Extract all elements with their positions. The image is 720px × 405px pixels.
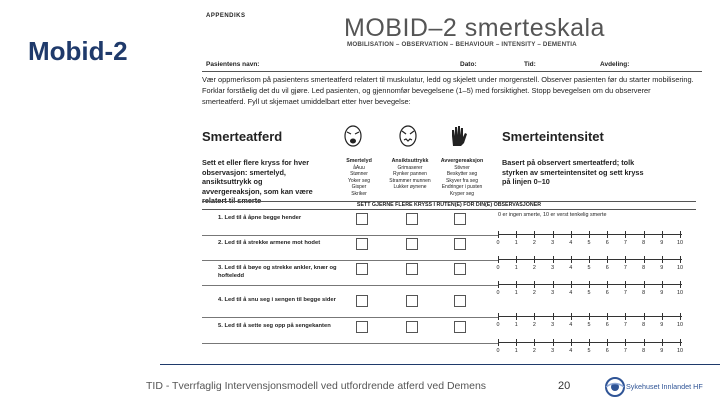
row-divider — [202, 285, 498, 286]
scale-tick — [589, 256, 590, 263]
scale-number: 0 — [496, 322, 500, 328]
pain-behaviour-heading: Smerteatferd — [202, 129, 283, 144]
scale-tick — [571, 231, 572, 238]
scale-number: 1 — [514, 265, 518, 271]
scale-number: 10 — [677, 290, 683, 296]
sound-checkbox[interactable] — [356, 295, 368, 307]
scale-tick — [589, 339, 590, 346]
scale-tick — [680, 339, 681, 346]
scale-number: 9 — [660, 265, 664, 271]
row-divider — [202, 260, 498, 261]
scale-tick — [553, 339, 554, 346]
scale-tick — [625, 256, 626, 263]
scale-tick — [644, 339, 645, 346]
form-title: MOBID–2 smerteskala — [344, 14, 605, 42]
scale-number: 6 — [605, 348, 609, 354]
scale-number: 2 — [532, 265, 536, 271]
logo-icon — [604, 376, 626, 398]
scale-tick — [571, 256, 572, 263]
face-checkbox[interactable] — [406, 295, 418, 307]
scale-tick — [534, 339, 535, 346]
scale-number: 5 — [587, 348, 591, 354]
scale-tick — [589, 313, 590, 320]
form-subtitle: MOBILISATION – OBSERVATION – BEHAVIOUR – INTENSITY – DEMENTIA — [347, 41, 577, 48]
category-item: Skyver fra seg — [446, 177, 478, 184]
scale-number: 7 — [623, 290, 627, 296]
scale-tick — [625, 313, 626, 320]
scale-tick — [498, 231, 499, 238]
sound-checkbox[interactable] — [356, 263, 368, 275]
category-title: Ansiktsuttrykk — [391, 158, 429, 164]
scale-tick — [680, 313, 681, 320]
scale-axis — [498, 259, 682, 260]
observation-label: 1. Led til å åpne begge hender — [218, 215, 302, 221]
row-divider — [202, 317, 498, 318]
scale-number: 10 — [677, 265, 683, 271]
scale-tick — [534, 231, 535, 238]
scale-tick — [662, 231, 663, 238]
patient-info-row — [202, 60, 702, 72]
scale-number: 9 — [660, 348, 664, 354]
scale-tick — [607, 281, 608, 288]
intensity-scale[interactable] — [498, 256, 682, 272]
scale-number: 3 — [551, 240, 555, 246]
scale-tick — [534, 313, 535, 320]
footer-text: TID - Tverrfaglig Intervensjonsmodell ved utfordrende atferd ved Demens — [146, 380, 487, 392]
scale-number: 2 — [532, 322, 536, 328]
footer-divider — [160, 364, 720, 365]
pain-intensity-heading: Smerteintensitet — [502, 129, 604, 144]
scale-number: 1 — [514, 322, 518, 328]
category-item: Endringer i pusten — [441, 184, 483, 191]
scale-tick — [553, 313, 554, 320]
category-item: Stønner — [350, 171, 368, 178]
row-divider — [202, 343, 498, 344]
observation-label: 2. Led til å strekke armene mot hodet — [218, 240, 321, 246]
scale-tick — [644, 231, 645, 238]
scale-tick — [662, 256, 663, 263]
scale-number: 1 — [514, 290, 518, 296]
scale-number: 9 — [660, 290, 664, 296]
time-label: Tid: — [524, 61, 536, 68]
scale-tick — [607, 231, 608, 238]
scale-tick — [534, 281, 535, 288]
defensive-hand-icon — [447, 124, 469, 148]
defence-checkbox[interactable] — [454, 295, 466, 307]
category-item: Skriker — [351, 190, 367, 197]
category-defence — [432, 158, 492, 198]
scale-number: 10 — [677, 240, 683, 246]
scale-number: 0 — [496, 240, 500, 246]
appendix-label: APPENDIKS — [206, 13, 246, 19]
scale-number: 7 — [623, 348, 627, 354]
scale-tick — [644, 281, 645, 288]
row-divider — [202, 235, 498, 236]
scale-axis — [498, 316, 682, 317]
scale-number: 4 — [569, 290, 573, 296]
right-instructions: Basert på observert smerteatferd; tolk styrken av smerteintensitet og sett kryss på linjen 0–10 — [502, 158, 644, 187]
slide-title: Mobid-2 — [28, 36, 128, 66]
scale-number: 6 — [605, 322, 609, 328]
scale-number: 5 — [587, 322, 591, 328]
face-checkbox[interactable] — [406, 213, 418, 225]
scale-tick — [607, 313, 608, 320]
category-item: Rynker pannen — [393, 171, 427, 178]
scale-note: 0 er ingen smerte, 10 er verst tenkelig smerte — [498, 212, 607, 218]
scale-tick — [625, 339, 626, 346]
sound-checkbox[interactable] — [356, 321, 368, 333]
category-item: åAuu — [353, 164, 365, 171]
category-item: Stivner — [454, 164, 470, 171]
observation-label: 5. Led til å sette seg opp på sengekanten — [218, 323, 331, 329]
category-item: Beskytter seg — [446, 171, 478, 178]
scale-number: 1 — [514, 240, 518, 246]
category-item: Gisper — [351, 184, 367, 191]
left-instructions: Sett et eller flere kryss for hver observasjon: smertelyd, ansiktsuttrykk og avvergereaksjon, som kan være relatert til smerte — [202, 158, 313, 206]
scale-tick — [498, 313, 499, 320]
face-checkbox[interactable] — [406, 238, 418, 250]
scale-tick — [516, 231, 517, 238]
scale-tick — [516, 313, 517, 320]
scale-tick — [680, 231, 681, 238]
scale-number: 10 — [677, 322, 683, 328]
scale-number: 3 — [551, 348, 555, 354]
category-item: Lukker øynene — [393, 184, 427, 191]
scale-axis — [498, 284, 682, 285]
scale-tick — [644, 313, 645, 320]
scale-number: 1 — [514, 348, 518, 354]
scale-number: 8 — [642, 290, 646, 296]
scale-number: 10 — [677, 348, 683, 354]
hospital-logo — [604, 376, 714, 398]
scale-number: 0 — [496, 290, 500, 296]
mobid-form-image — [192, 8, 704, 363]
scale-tick — [625, 231, 626, 238]
scale-tick — [553, 256, 554, 263]
scale-number: 7 — [623, 240, 627, 246]
scale-number: 6 — [605, 240, 609, 246]
sound-checkbox[interactable] — [356, 238, 368, 250]
scale-number: 0 — [496, 348, 500, 354]
observation-label: 4. Led til å snu seg i sengen til begge sider — [218, 297, 336, 303]
scale-tick — [534, 256, 535, 263]
category-item: Strammer munnen — [389, 177, 431, 184]
scale-number: 2 — [532, 240, 536, 246]
scale-tick — [571, 281, 572, 288]
intensity-scale[interactable] — [498, 281, 682, 297]
scale-tick — [625, 281, 626, 288]
defence-checkbox[interactable] — [454, 238, 466, 250]
scale-number: 3 — [551, 265, 555, 271]
sound-checkbox[interactable] — [356, 213, 368, 225]
category-item: Grimaserer — [397, 164, 423, 171]
defence-checkbox[interactable] — [454, 213, 466, 225]
scale-axis — [498, 234, 682, 235]
ward-label: Avdeling: — [600, 61, 630, 68]
scale-tick — [680, 281, 681, 288]
scale-number: 8 — [642, 265, 646, 271]
scale-number: 4 — [569, 348, 573, 354]
scale-tick — [662, 281, 663, 288]
scale-tick — [516, 339, 517, 346]
scale-tick — [498, 256, 499, 263]
patient-name-label: Pasientens navn: — [206, 61, 260, 68]
scale-tick — [607, 339, 608, 346]
scale-number: 5 — [587, 265, 591, 271]
scale-tick — [662, 339, 663, 346]
scale-number: 0 — [496, 265, 500, 271]
category-item: Yoker seg — [347, 177, 371, 184]
scale-tick — [516, 256, 517, 263]
scale-number: 4 — [569, 322, 573, 328]
scale-number: 8 — [642, 240, 646, 246]
scale-axis — [498, 342, 682, 343]
scale-tick — [516, 281, 517, 288]
scale-tick — [553, 281, 554, 288]
scale-number: 8 — [642, 322, 646, 328]
observation-label: 3. Led til å bøye og strekke ankler, knær og hofteledd — [218, 265, 337, 279]
defence-checkbox[interactable] — [454, 321, 466, 333]
face-checkbox[interactable] — [406, 263, 418, 275]
category-item: Kryper seg — [449, 190, 475, 197]
logo-text: Sykehuset Innlandet HF — [626, 382, 703, 391]
scale-number: 4 — [569, 240, 573, 246]
scale-tick — [571, 339, 572, 346]
scale-number: 4 — [569, 265, 573, 271]
category-title: Smertelyd — [346, 158, 372, 164]
scale-number: 5 — [587, 290, 591, 296]
intensity-scale[interactable] — [498, 231, 682, 247]
scale-tick — [644, 256, 645, 263]
pain-face-icon — [342, 124, 364, 148]
date-label: Dato: — [460, 61, 477, 68]
scale-tick — [680, 256, 681, 263]
category-face — [380, 158, 440, 191]
scale-tick — [607, 256, 608, 263]
scale-tick — [589, 281, 590, 288]
scale-tick — [498, 281, 499, 288]
scale-number: 3 — [551, 290, 555, 296]
scale-number: 6 — [605, 265, 609, 271]
scale-tick — [498, 339, 499, 346]
scale-tick — [589, 231, 590, 238]
scale-number: 2 — [532, 348, 536, 354]
form-intro-text: Vær oppmerksom på pasientens smerteatferd relatert til muskulatur, ledd og skjelett under morgenstell. Observer pasienten før du starter mobilisering. Forklar forståelig det du vil gjøre. Led pasienten, og gjennomfør bevegelsene (1–5) med forsiktighet. Stopp bevegelsen om du observerer smerteatferd. Fyll ut skjemaet umiddelbart etter hver bevegelse: — [202, 75, 694, 106]
scale-number: 7 — [623, 322, 627, 328]
scale-number: 5 — [587, 240, 591, 246]
scale-tick — [553, 231, 554, 238]
scale-number: 9 — [660, 240, 664, 246]
scale-number: 7 — [623, 265, 627, 271]
grimace-face-icon — [397, 124, 419, 148]
scale-tick — [571, 313, 572, 320]
scale-number: 3 — [551, 322, 555, 328]
intensity-scale[interactable] — [498, 313, 682, 329]
scale-number: 2 — [532, 290, 536, 296]
set-crosses-bar: SETT GJERNE FLERE KRYSS I RUTEN(E) FOR DIN(E) OBSERVASJONER — [202, 201, 696, 210]
category-title: Avvergereaksjon — [440, 158, 484, 164]
page-number: 20 — [558, 380, 571, 392]
defence-checkbox[interactable] — [454, 263, 466, 275]
scale-number: 9 — [660, 322, 664, 328]
intensity-scale[interactable] — [498, 339, 682, 355]
face-checkbox[interactable] — [406, 321, 418, 333]
scale-number: 8 — [642, 348, 646, 354]
scale-tick — [662, 313, 663, 320]
scale-number: 6 — [605, 290, 609, 296]
